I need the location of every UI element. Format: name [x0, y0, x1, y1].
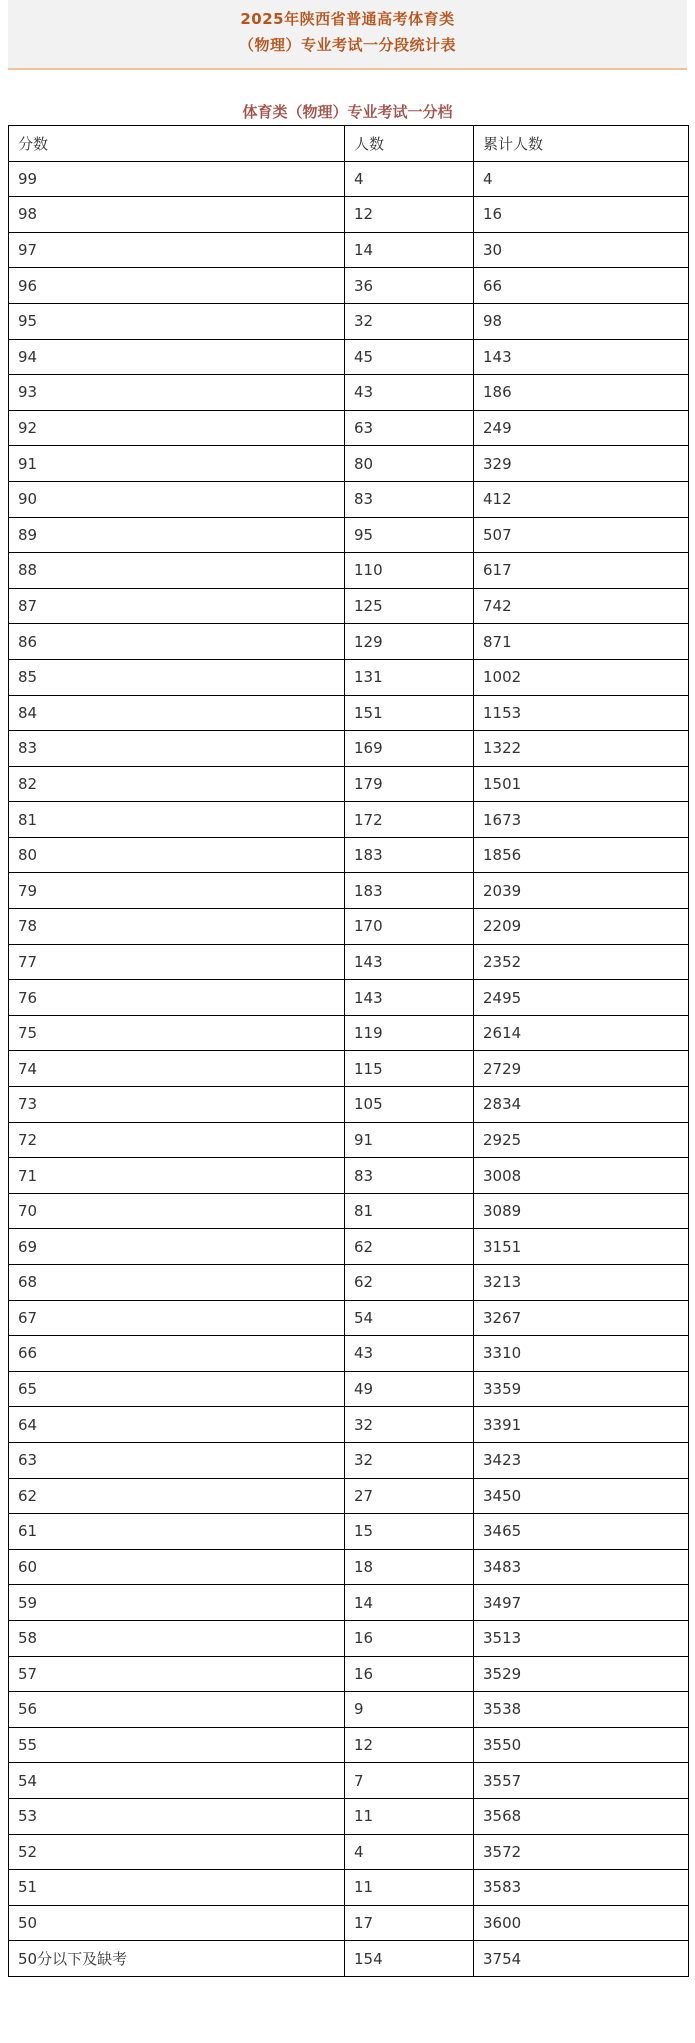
cumulative-cell: 3151: [474, 1229, 689, 1265]
score-cell: 61: [9, 1514, 345, 1550]
cumulative-cell: 3529: [474, 1656, 689, 1692]
cumulative-cell: 3538: [474, 1692, 689, 1728]
cumulative-cell: 3391: [474, 1407, 689, 1443]
header-box: [8, 0, 687, 70]
count-cell: 62: [345, 1229, 474, 1265]
table-row: [9, 232, 689, 268]
score-cell: 93: [9, 375, 345, 411]
count-cell: 95: [345, 517, 474, 553]
score-cell: 68: [9, 1265, 345, 1301]
cumulative-cell: 30: [474, 232, 689, 268]
score-cell: 50: [9, 1905, 345, 1941]
cumulative-cell: 3310: [474, 1336, 689, 1372]
table-row: [9, 1087, 689, 1123]
count-cell: 43: [345, 1336, 474, 1372]
count-cell: 115: [345, 1051, 474, 1087]
score-cell: 76: [9, 980, 345, 1016]
cumulative-cell: 3583: [474, 1870, 689, 1906]
table-row: [9, 268, 689, 304]
score-cell: 63: [9, 1442, 345, 1478]
table-row: [9, 375, 689, 411]
table-row: [9, 1514, 689, 1550]
count-cell: 172: [345, 802, 474, 838]
cumulative-cell: 412: [474, 481, 689, 517]
table-row: [9, 766, 689, 802]
table-body: [9, 161, 689, 1976]
score-cell: 86: [9, 624, 345, 660]
cumulative-cell: 617: [474, 553, 689, 589]
count-cell: 27: [345, 1478, 474, 1514]
score-cell: 50分以下及缺考: [9, 1941, 345, 1977]
table-row: [9, 980, 689, 1016]
count-cell: 105: [345, 1087, 474, 1123]
score-cell: 96: [9, 268, 345, 304]
cumulative-cell: 329: [474, 446, 689, 482]
score-cell: 92: [9, 410, 345, 446]
cumulative-cell: 3359: [474, 1371, 689, 1407]
count-cell: 32: [345, 1407, 474, 1443]
score-cell: 73: [9, 1087, 345, 1123]
cumulative-cell: 66: [474, 268, 689, 304]
count-cell: 18: [345, 1549, 474, 1585]
score-table: [8, 125, 689, 1977]
count-cell: 17: [345, 1905, 474, 1941]
cumulative-cell: 249: [474, 410, 689, 446]
score-cell: 52: [9, 1834, 345, 1870]
table-row: [9, 1051, 689, 1087]
cumulative-cell: 2209: [474, 909, 689, 945]
table-row: [9, 1015, 689, 1051]
table-row: [9, 1905, 689, 1941]
cumulative-cell: 1153: [474, 695, 689, 731]
score-cell: 54: [9, 1763, 345, 1799]
score-cell: 80: [9, 837, 345, 873]
table-row: [9, 517, 689, 553]
cumulative-cell: 3754: [474, 1941, 689, 1977]
count-cell: 4: [345, 161, 474, 197]
cumulative-cell: 3423: [474, 1442, 689, 1478]
score-cell: 57: [9, 1656, 345, 1692]
count-cell: 80: [345, 446, 474, 482]
table-row: [9, 873, 689, 909]
count-cell: 83: [345, 481, 474, 517]
score-cell: 85: [9, 659, 345, 695]
table-row: [9, 1371, 689, 1407]
score-cell: 84: [9, 695, 345, 731]
count-cell: 81: [345, 1193, 474, 1229]
count-cell: 49: [345, 1371, 474, 1407]
table-row: [9, 339, 689, 375]
cumulative-cell: 1501: [474, 766, 689, 802]
table-row: [9, 303, 689, 339]
count-cell: 170: [345, 909, 474, 945]
table-row: [9, 837, 689, 873]
count-cell: 179: [345, 766, 474, 802]
count-cell: 43: [345, 375, 474, 411]
table-row: [9, 410, 689, 446]
table-row: [9, 909, 689, 945]
table-row: [9, 1158, 689, 1194]
score-cell: 89: [9, 517, 345, 553]
table-row: [9, 553, 689, 589]
count-cell: 12: [345, 1727, 474, 1763]
count-cell: 7: [345, 1763, 474, 1799]
table-row: [9, 197, 689, 233]
table-header-row: [9, 126, 689, 162]
cumulative-cell: 3513: [474, 1620, 689, 1656]
score-cell: 83: [9, 731, 345, 767]
cumulative-cell: 16: [474, 197, 689, 233]
table-row: [9, 659, 689, 695]
count-cell: 14: [345, 1585, 474, 1621]
score-cell: 81: [9, 802, 345, 838]
score-cell: 71: [9, 1158, 345, 1194]
table-row: [9, 1300, 689, 1336]
score-cell: 98: [9, 197, 345, 233]
cumulative-cell: 3267: [474, 1300, 689, 1336]
table-row: [9, 161, 689, 197]
count-cell: 16: [345, 1656, 474, 1692]
count-cell: 11: [345, 1870, 474, 1906]
count-cell: 45: [345, 339, 474, 375]
score-cell: 51: [9, 1870, 345, 1906]
score-cell: 75: [9, 1015, 345, 1051]
count-cell: 183: [345, 837, 474, 873]
cumulative-cell: 507: [474, 517, 689, 553]
count-cell: 125: [345, 588, 474, 624]
table-row: [9, 1122, 689, 1158]
count-cell: 143: [345, 980, 474, 1016]
column-header-cumulative: 累计人数: [474, 126, 689, 162]
score-cell: 79: [9, 873, 345, 909]
count-cell: 183: [345, 873, 474, 909]
count-cell: 129: [345, 624, 474, 660]
table-row: [9, 802, 689, 838]
count-cell: 91: [345, 1122, 474, 1158]
table-row: [9, 1870, 689, 1906]
table-row: [9, 1656, 689, 1692]
score-cell: 87: [9, 588, 345, 624]
cumulative-cell: 2495: [474, 980, 689, 1016]
score-cell: 69: [9, 1229, 345, 1265]
table-row: [9, 1407, 689, 1443]
count-cell: 63: [345, 410, 474, 446]
score-cell: 94: [9, 339, 345, 375]
score-cell: 59: [9, 1585, 345, 1621]
cumulative-cell: 3557: [474, 1763, 689, 1799]
table-row: [9, 1442, 689, 1478]
cumulative-cell: 742: [474, 588, 689, 624]
cumulative-cell: 186: [474, 375, 689, 411]
count-cell: 16: [345, 1620, 474, 1656]
cumulative-cell: 2729: [474, 1051, 689, 1087]
table-row: [9, 1478, 689, 1514]
table-row: [9, 1834, 689, 1870]
score-cell: 97: [9, 232, 345, 268]
count-cell: 83: [345, 1158, 474, 1194]
cumulative-cell: 3600: [474, 1905, 689, 1941]
score-cell: 64: [9, 1407, 345, 1443]
score-cell: 58: [9, 1620, 345, 1656]
table-row: [9, 1549, 689, 1585]
count-cell: 143: [345, 944, 474, 980]
score-cell: 70: [9, 1193, 345, 1229]
cumulative-cell: 2039: [474, 873, 689, 909]
count-cell: 32: [345, 1442, 474, 1478]
table-row: [9, 1193, 689, 1229]
table-row: [9, 1763, 689, 1799]
cumulative-cell: 3483: [474, 1549, 689, 1585]
count-cell: 110: [345, 553, 474, 589]
score-cell: 77: [9, 944, 345, 980]
count-cell: 32: [345, 303, 474, 339]
table-row: [9, 1585, 689, 1621]
cumulative-cell: 4: [474, 161, 689, 197]
count-cell: 4: [345, 1834, 474, 1870]
cumulative-cell: 2834: [474, 1087, 689, 1123]
table-row: [9, 624, 689, 660]
cumulative-cell: 3572: [474, 1834, 689, 1870]
score-cell: 72: [9, 1122, 345, 1158]
score-cell: 91: [9, 446, 345, 482]
cumulative-cell: 3550: [474, 1727, 689, 1763]
cumulative-cell: 2925: [474, 1122, 689, 1158]
table-row: [9, 731, 689, 767]
count-cell: 11: [345, 1798, 474, 1834]
cumulative-cell: 3008: [474, 1158, 689, 1194]
score-cell: 78: [9, 909, 345, 945]
table-row: [9, 944, 689, 980]
score-cell: 99: [9, 161, 345, 197]
table-row: [9, 1798, 689, 1834]
cumulative-cell: 2352: [474, 944, 689, 980]
score-cell: 65: [9, 1371, 345, 1407]
score-cell: 82: [9, 766, 345, 802]
table-row: [9, 446, 689, 482]
count-cell: 9: [345, 1692, 474, 1728]
score-cell: 67: [9, 1300, 345, 1336]
table-row: [9, 1727, 689, 1763]
cumulative-cell: 3497: [474, 1585, 689, 1621]
cumulative-cell: 1002: [474, 659, 689, 695]
cumulative-cell: 3450: [474, 1478, 689, 1514]
score-cell: 95: [9, 303, 345, 339]
score-cell: 88: [9, 553, 345, 589]
score-cell: 62: [9, 1478, 345, 1514]
cumulative-cell: 3213: [474, 1265, 689, 1301]
header-title-line-2: （物理）专业考试一分段统计表: [238, 36, 456, 54]
cumulative-cell: 98: [474, 303, 689, 339]
count-cell: 54: [345, 1300, 474, 1336]
table-row: [9, 588, 689, 624]
cumulative-cell: 3465: [474, 1514, 689, 1550]
cumulative-cell: 1856: [474, 837, 689, 873]
table-row: [9, 1692, 689, 1728]
cumulative-cell: 3568: [474, 1798, 689, 1834]
table-row: [9, 481, 689, 517]
cumulative-cell: 1673: [474, 802, 689, 838]
score-cell: 60: [9, 1549, 345, 1585]
table-row: [9, 1941, 689, 1977]
cumulative-cell: 143: [474, 339, 689, 375]
count-cell: 14: [345, 232, 474, 268]
column-header-score: 分数: [9, 126, 345, 162]
table-row: [9, 1265, 689, 1301]
score-cell: 90: [9, 481, 345, 517]
score-cell: 55: [9, 1727, 345, 1763]
column-header-count: 人数: [345, 126, 474, 162]
count-cell: 15: [345, 1514, 474, 1550]
cumulative-cell: 3089: [474, 1193, 689, 1229]
score-cell: 53: [9, 1798, 345, 1834]
count-cell: 154: [345, 1941, 474, 1977]
table-row: [9, 695, 689, 731]
count-cell: 12: [345, 197, 474, 233]
score-cell: 74: [9, 1051, 345, 1087]
cumulative-cell: 871: [474, 624, 689, 660]
score-cell: 66: [9, 1336, 345, 1372]
count-cell: 36: [345, 268, 474, 304]
cumulative-cell: 1322: [474, 731, 689, 767]
table-row: [9, 1620, 689, 1656]
count-cell: 131: [345, 659, 474, 695]
table-row: [9, 1336, 689, 1372]
count-cell: 151: [345, 695, 474, 731]
table-title: 体育类（物理）专业考试一分档: [242, 103, 453, 121]
header-title-line-1: 2025年陕西省普通高考体育类: [240, 10, 455, 28]
cumulative-cell: 2614: [474, 1015, 689, 1051]
score-cell: 56: [9, 1692, 345, 1728]
table-row: [9, 1229, 689, 1265]
count-cell: 119: [345, 1015, 474, 1051]
count-cell: 169: [345, 731, 474, 767]
count-cell: 62: [345, 1265, 474, 1301]
